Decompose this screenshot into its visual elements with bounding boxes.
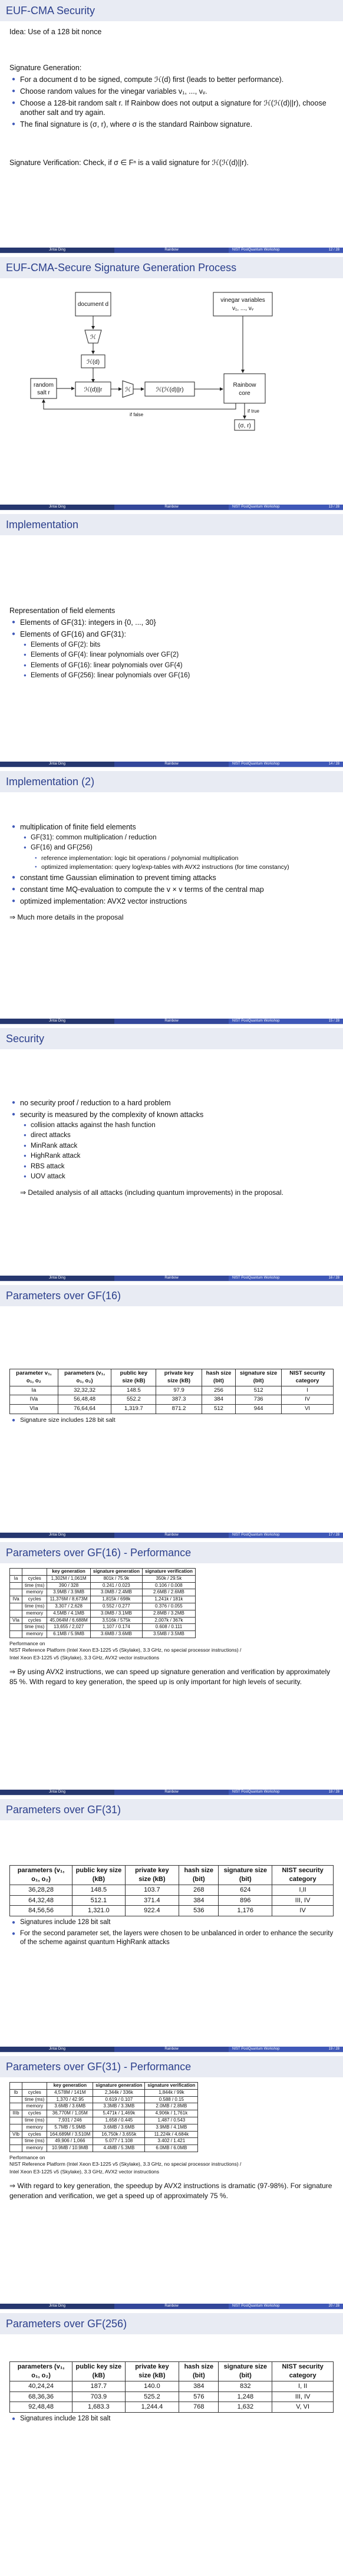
conclusion: ⇒ By using AVX2 instructions, we can speed up signature generation and verification by approximately 85 %. With regard to key generation, the speed up is only important for high levels of security. (9, 1668, 331, 1686)
footer-author: Jintai Ding (0, 762, 114, 767)
list-item: ● optimized implementation: AVX2 vector instructions (20, 897, 334, 907)
slide-footer (0, 2304, 343, 2309)
salt-label-1: random (34, 382, 54, 388)
list-item: ● Choose random values for the vinegar variables v₁, ..., vᵥ. (20, 87, 334, 97)
sg-heading: Signature Generation: (9, 63, 82, 72)
core-label-1: Rainbow (233, 382, 256, 388)
column-header: signature generation (93, 2083, 145, 2090)
sub-item: ● MinRank attack (31, 1142, 334, 1151)
footer-title: Rainbow (114, 248, 229, 253)
table-row: 40,24,24 187.7 140.0 384 832 I, II (10, 2381, 334, 2391)
column-header: signature verification (145, 2083, 198, 2090)
sub-item (31, 844, 334, 871)
vinegar-label: vinegar variables (220, 297, 265, 304)
slide-footer (0, 505, 343, 510)
perf-note-2: NIST Reference Platform (Intel Xeon E3-1225 v5 (Skylake), 3.3 GHz, no special processor instructions) / (9, 2161, 242, 2167)
footer-author: Jintai Ding (0, 2047, 114, 2052)
perf-note-3: Intel Xeon E3-1225 v5 (Skylake), 3.3 GHz, AVX2 vector instructions (9, 2169, 160, 2175)
table-row: time (ms) 13,655 / 2,027 1,107 / 0.174 0.608 / 0.111 (10, 1624, 196, 1631)
slide-title: Security (0, 1028, 343, 1049)
column-header: signature size (bit) (219, 1866, 272, 1885)
performance-table (9, 2082, 198, 2152)
page-number: 20 / 28 (328, 2304, 339, 2308)
sub-sub-item: ● optimized implementation: query log/exp-tables with AVX2 instructions (for time constancy) (41, 863, 334, 871)
page-number: 19 / 28 (328, 2047, 339, 2051)
true-label: if true (248, 409, 260, 414)
column-header: signature size (bit) (236, 1369, 282, 1386)
column-header: hash size (bit) (202, 1369, 235, 1386)
table-note: ● Signature size includes 128 bit salt (20, 1416, 334, 1424)
footer-title: Rainbow (114, 762, 229, 767)
footer-venue: NIST PostQuantum Workshop (232, 505, 280, 509)
footer-venue: NIST PostQuantum Workshop (232, 1790, 280, 1794)
perf-note-2: NIST Reference Platform (Intel Xeon E3-1225 v5 (Skylake), 3.3 GHz, no special processor instructions) / (9, 1647, 242, 1653)
idea-text: Idea: Use of a 128 bit nonce (9, 28, 102, 36)
slide-footer (0, 1533, 343, 1538)
page-number: 17 / 28 (328, 1533, 339, 1537)
slide-title: Parameters over GF(31) - Performance (0, 2056, 343, 2077)
table-row: time (ms) 7,931 / 246 1,658 / 0.445 1,487 / 0.543 (10, 2117, 198, 2124)
list-item-text: security is measured by the complexity of known attacks (20, 1110, 204, 1119)
footer-author: Jintai Ding (0, 505, 114, 510)
footer-title: Rainbow (114, 2047, 229, 2052)
table-row: Ib cycles 4,578M / 141M 2,344k / 336k 1,844k / 99k (10, 2089, 198, 2096)
table-row: IIIb cycles 36,770M / 1,05M 5,471k / 1,469k 4,906k / 1,761k (10, 2110, 198, 2117)
column-header: private key size (kB) (125, 2362, 179, 2381)
perf-note-3: Intel Xeon E3-1225 v5 (Skylake), 3.3 GHz, AVX2 vector instructions (9, 1655, 160, 1661)
conclusion: ⇒ Detailed analysis of all attacks (including quantum improvements) in the proposal. (20, 1188, 283, 1197)
params-table (9, 1369, 334, 1414)
column-header: NIST security category (272, 1866, 334, 1885)
footer-title: Rainbow (114, 2304, 229, 2309)
slide-footer (0, 1790, 343, 1795)
column-header: parameters (v₁, o₁, o₂) (58, 1369, 111, 1386)
table-row: memory 10.9MB / 10.9MB 4.4MB / 5.3MB 6.0MB / 6.0MB (10, 2145, 198, 2152)
core-label-2: core (239, 390, 250, 397)
footer-author: Jintai Ding (0, 1790, 114, 1795)
process-diagram (0, 278, 343, 502)
footer-venue: NIST PostQuantum Workshop (232, 2304, 280, 2308)
table-row: 36,28,28 148.5 103.7 268 624 I,II (10, 1885, 334, 1895)
table-row: IVa 56,48,48 552.2 387.3 384 736 IV (10, 1395, 334, 1405)
slide-footer (0, 2047, 343, 2052)
footer-title: Rainbow (114, 505, 229, 510)
footer-author: Jintai Ding (0, 1019, 114, 1024)
list-item: ● Elements of GF(31): integers in {0, ..., 30} (20, 618, 334, 628)
slide-title: Implementation (0, 514, 343, 535)
sub-item: ● HighRank attack (31, 1152, 334, 1161)
table-row: time (ms) 390 / 328 0.241 / 0.023 0.106 / 0.008 (10, 1582, 196, 1589)
table-row: time (ms) 3,307 / 2,628 0.552 / 0.277 0.376 / 0.055 (10, 1603, 196, 1610)
table-row: Ia 32,32,32 148.5 97.9 256 512 I (10, 1386, 334, 1395)
slide-title: Implementation (2) (0, 771, 343, 792)
list-item: ● constant time MQ-evaluation to compute the v × v terms of the central map (20, 885, 334, 895)
slide-implementation-2 (0, 771, 343, 1025)
section-heading: Representation of field elements (9, 607, 116, 615)
column-header: parameter v₁, o₁, o₂ (10, 1369, 58, 1386)
list-item: ● For the second parameter set, the layers were chosen to be unbalanced in order to enhance the security of the scheme against quantum HighRank attacks (20, 1929, 334, 1948)
table-row: IVa cycles 11,376M / 8,673M 1,815k / 698k 1,241k / 181k (10, 1596, 196, 1603)
column-header: NIST security category (282, 1369, 334, 1386)
column-header: signature generation (90, 1569, 142, 1576)
conclusion: ⇒ With regard to key generation, the speedup by AVX2 instructions is dramatic (97-98%). For signature generation and verification, we get a speed up of approximately 75 %. (9, 2182, 332, 2200)
column-header: private key size (kB) (156, 1369, 202, 1386)
salt-label-2: salt r (37, 390, 50, 396)
column-header: parameters (v₁, o₁, o₂) (10, 1866, 72, 1885)
column-header: key generation (47, 1569, 90, 1576)
sub-item: ● Elements of GF(2): bits (31, 641, 334, 650)
verify-text: Signature Verification: Check, if σ ∈ Fⁿ is a valid signature for ℋ(ℋ(d)||r). (9, 159, 249, 167)
footer-title: Rainbow (114, 1533, 229, 1538)
page-number: 14 / 28 (328, 762, 339, 766)
footer-title: Rainbow (114, 1276, 229, 1281)
column-header: public key size (kB) (72, 1866, 125, 1885)
footer-venue: NIST PostQuantum Workshop (232, 248, 280, 252)
slide-perf-gf31 (0, 2056, 343, 2310)
column-header: private key size (kB) (125, 1866, 179, 1885)
slide-params-gf256 (0, 2313, 343, 2519)
footer-title: Rainbow (114, 1019, 229, 1024)
table-note: ● Signatures include 128 bit salt (20, 2414, 334, 2424)
list-item (20, 822, 334, 871)
signature-label: (σ, r) (238, 423, 251, 429)
sub-item: ● GF(31): common multiplication / reduction (31, 834, 334, 843)
footer-venue: NIST PostQuantum Workshop (232, 2047, 280, 2051)
list-item: ● Choose a 128-bit random salt r. If Rainbow does not output a signature for ℋ(ℋ(d)||r), choose another salt and try again. (20, 98, 334, 118)
footer-venue: NIST PostQuantum Workshop (232, 1019, 280, 1023)
table-row: 84,56,56 1,321.0 922.4 536 1,176 IV (10, 1906, 334, 1916)
slide-params-gf16 (0, 1285, 343, 1539)
column-header: public key size (kB) (72, 2362, 125, 2381)
params-table (9, 1865, 334, 1916)
table-row: VIb cycles 164,689M / 3,510M 16,750k / 3,655k 11,224k / 4,684k (10, 2131, 198, 2138)
hd-label: ℋ(d) (86, 359, 100, 365)
footer-venue: NIST PostQuantum Workshop (232, 1276, 280, 1280)
footer-author: Jintai Ding (0, 1533, 114, 1538)
sub-item: ● Elements of GF(4): linear polynomials over GF(2) (31, 651, 334, 660)
slide-footer (0, 1276, 343, 1281)
sub-item: ● Elements of GF(16): linear polynomials over GF(4) (31, 661, 334, 671)
slide-perf-gf16 (0, 1542, 343, 1796)
list-item: ● The final signature is (σ, r), where σ is the standard Rainbow signature. (20, 120, 334, 130)
slide-title: Parameters over GF(31) (0, 1799, 343, 1820)
document-label: document d (77, 301, 109, 308)
column-header: key generation (47, 2083, 93, 2090)
footer-author: Jintai Ding (0, 248, 114, 253)
column-header: parameters (v₁, o₁, o₂) (10, 2362, 72, 2381)
table-row: memory 3.6MB / 3.6MB 3.3MB / 3.3MB 2.0MB / 2.8MB (10, 2103, 198, 2110)
list-item-text: Elements of GF(16) and GF(31): (20, 630, 126, 638)
list-item (20, 630, 334, 681)
page-number: 18 / 28 (328, 1790, 339, 1794)
footer-title: Rainbow (114, 1790, 229, 1795)
sub-item-text: GF(16) and GF(256) (31, 844, 93, 852)
list-item: ● constant time Gaussian elimination to prevent timing attacks (20, 873, 334, 883)
slide-signature-process (0, 257, 343, 510)
rainbow-core-box (224, 374, 265, 403)
column-header: NIST security category (272, 2362, 334, 2381)
footer-venue: NIST PostQuantum Workshop (232, 1533, 280, 1537)
page-number: 13 / 28 (328, 505, 339, 509)
list-item (20, 1110, 334, 1182)
sub-item: ● collision attacks against the hash function (31, 1121, 334, 1131)
sub-item: ● direct attacks (31, 1131, 334, 1141)
table-row: 92,48,48 1,683.3 1,244.4 768 1,632 V, VI (10, 2402, 334, 2413)
table-row: 68,36,36 703.9 525.2 576 1,248 III, IV (10, 2391, 334, 2402)
hdr-label: ℋ(d)||r (84, 387, 103, 393)
column-header: hash size (bit) (179, 2362, 219, 2381)
footer-author: Jintai Ding (0, 1276, 114, 1281)
perf-note-1: Performance on (9, 1640, 45, 1646)
list-item: ● Signatures include 128 bit salt (20, 1918, 334, 1928)
hash-label-2: ℋ (125, 387, 131, 393)
table-row: VIa cycles 45,064M / 6,688M 3,516k / 575k 2,007k / 367k (10, 1617, 196, 1624)
slide-title: Parameters over GF(16) - Performance (0, 1542, 343, 1563)
slide-security (0, 1028, 343, 1282)
page-number: 12 / 28 (328, 248, 339, 252)
list-item: ● For a document d to be signed, compute ℋ(d) first (leads to better performance). (20, 75, 334, 85)
table-row: memory 3.9MB / 3.9MB 3.0MB / 2.4MB 2.6MB / 2.6MB (10, 1589, 196, 1596)
table-row: 64,32,48 512.1 371.4 384 896 III, IV (10, 1895, 334, 1906)
column-header: public key size (kB) (111, 1369, 156, 1386)
vinegar-vars: v₁, ..., vᵥ (232, 305, 254, 312)
page-number: 15 / 28 (328, 1019, 339, 1023)
performance-table (9, 1568, 196, 1638)
slide-footer (0, 762, 343, 767)
hhdr-label: ℋ(ℋ(d)||r) (156, 387, 184, 393)
table-row: memory 5.7MB / 5.9MB 3.6MB / 3.6MB 3.9MB / 4.1MB (10, 2124, 198, 2131)
conclusion: ⇒ Much more details in the proposal (9, 913, 124, 921)
false-label: if false (130, 412, 144, 417)
list-item-text: multiplication of finite field elements (20, 823, 136, 831)
slide-title: Parameters over GF(16) (0, 1285, 343, 1306)
footer-author: Jintai Ding (0, 2304, 114, 2309)
slide-euf-cma-security (0, 0, 343, 253)
sub-item: ● Elements of GF(256): linear polynomials over GF(16) (31, 671, 334, 681)
sub-sub-item: ● reference implementation: logic bit operations / polynomial multiplication (41, 854, 334, 862)
slide-title: EUF-CMA Security (0, 0, 343, 21)
table-row: memory 4.5MB / 4.1MB 3.0MB / 3.1MB 2.8MB / 3.2MB (10, 1610, 196, 1617)
perf-note-1: Performance on (9, 2154, 45, 2160)
slide-footer (0, 1019, 343, 1024)
page-number: 16 / 28 (328, 1276, 339, 1280)
slide-title: Parameters over GF(256) (0, 2313, 343, 2334)
slide-footer (0, 248, 343, 253)
hash-label-1: ℋ (90, 334, 96, 341)
table-row: VIa 76,64,64 1,319.7 871.2 512 944 VI (10, 1405, 334, 1414)
slide-implementation (0, 514, 343, 767)
slide-title: EUF-CMA-Secure Signature Generation Process (0, 257, 343, 278)
vinegar-box (213, 292, 272, 316)
table-row: Ia cycles 1,302M / 1,061M 801k / 75.9k 350k / 29.5k (10, 1575, 196, 1582)
list-item: ● no security proof / reduction to a hard problem (20, 1098, 334, 1108)
slide-params-gf31 (0, 1799, 343, 2053)
table-row: memory 6.1MB / 5.9MB 3.6MB / 3.6MB 3.5MB / 3.5MB (10, 1631, 196, 1638)
column-header: hash size (bit) (179, 1866, 219, 1885)
params-table (9, 2361, 334, 2413)
sub-item: ● RBS attack (31, 1162, 334, 1172)
column-header: signature verification (142, 1569, 195, 1576)
table-row: time (ms) 1,370 / 42.95 0.619 / 0.107 0.588 / 0.15 (10, 2096, 198, 2103)
footer-venue: NIST PostQuantum Workshop (232, 762, 280, 766)
table-row: time (ms) 49,906 / 1,066 5.077 / 1.108 3.402 / 1.421 (10, 2138, 198, 2145)
sub-item: ● UOV attack (31, 1172, 334, 1182)
column-header: signature size (bit) (219, 2362, 272, 2381)
